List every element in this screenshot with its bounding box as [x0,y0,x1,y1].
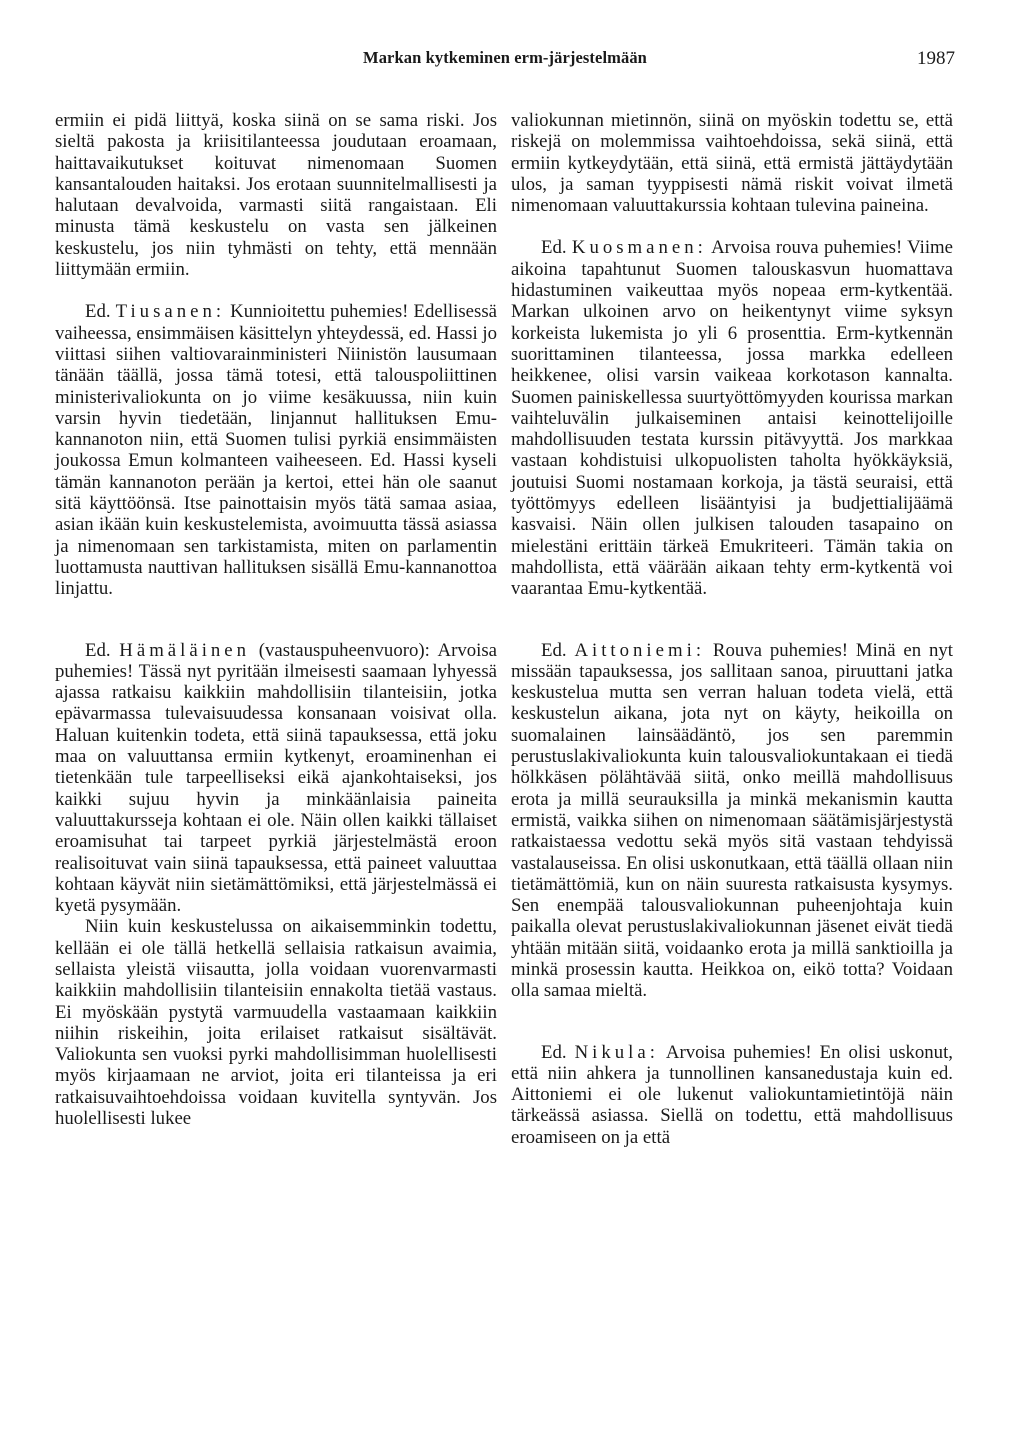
speaker-prefix: Ed. [541,237,567,259]
speech-hamalainen [55,640,497,917]
running-title: Markan kytkeminen erm-järjestelmään [363,48,647,67]
page-number: 1987 [917,48,955,69]
paragraph-continuation: valiokunnan mietinnön, siinä on myöskin todettu se, että riskejä on molemmissa vaihtoehdoissa, sekä siinä, että ermiin kytkeydytään, että siinä, että ermistä jättäydytään ulos, ja saman tyyppisesti nämä riskit voivat ilmetä nimenomaan valuuttakurssia kohtaan tulevina paineina. [511,110,953,217]
speech-text: Rouva puhemies! Minä en nyt missään tapauksessa, jos sallitaan sanoa, piruuttani jatka keskustelua mutta sen verran haluan todeta vielä, että keskustelun aikana, jota nyt on käyty, heikoilla on suomalainen lainsäädäntö, jos sen paremmin perustuslakivaliokunta kuin talousvaliokuntakaan ei tiedä hölkkäsen pölähtävää siitä, onko meillä mahdollisuus erota ja millä seurauksilla ja minkä mekanismin kautta ermistä, vaikka siihen on nimenomaan säätämisjärjestystä ratkaistaessa vedottu sekä myös sitä vastaan tehdyissä vastalauseissa. En olisi uskonutkaan, että täällä ollaan niin tietämättömiä, kun on näin suuresta ratkaisusta kysymys. Sen enempää talousvaliokunnan puheenjohtaja kuin paikalla olevat perustuslakivaliokunnan jäsenet eivät tiedä yhtään mitään siitä, voidaanko erota ja millä sanktioilla ja minkä prosessin kautta. Heikkoa on, eikö totta? Voidaan olla samaa mieltä. [511,639,954,1002]
speaker-prefix: Ed. [85,301,111,323]
speech-nikula [511,1042,953,1148]
speaker-prefix: Ed. [541,639,567,661]
speech-text: (vastauspuheenvuoro): Arvoisa puhemies! Tässä nyt pyritään ilmeisesti saamaan lyhyessä ajassa ratkaisu kaikkiin mahdollisiin tilanteisiin, jotka epävarmassa tulevaisuudessa konsanaan voisivat olla. Haluan kuitenkin todeta, että siinä tapauksessa, että joku maa on valuuttansa ermiin kytkenyt, eroaminenhan ei tietenkään tule tarpeelliseksi eikä ajankohtaiseksi, jos kaikki sujuu hyvin ja minkäänlaisia paineita valuuttakursseja kohtaan ei ole. Näin ollen kaikki tällaiset eroamisuhat tai tarpeet pyrkiä järjestelmästä eroon realisoituvat vain siinä tapauksessa, että paineet valuuttaa kohtaan käyvät niin sietämättömiksi, että järjestelmässä ei kyetä pysymään. [55,639,497,917]
paragraph: Niin kuin keskustelussa on aikaisemminkin todettu, kellään ei ole tällä hetkellä sellaisia ratkaisun avaimia, sellaista yleistä viisautta, jolla voidaan vuorenvarmasti kaikkiin mahdollisiin tilanteisiin ennakolta tietää vastaus. Ei myöskään pystytä varmuudella vastaamaan kaikkiin niihin riskeihin, joita erilaiset ratkaisut sisältävät. Valiokunta sen vuoksi pyrki mahdollisimman huolellisesti myös kirjaamaan ne arviot, joita eri tilanteissa ja eri ratkaisuvaihtoehdoissa voidaan kuvitella syntyvän. Jos huolellisesti lukee [55,916,497,1130]
speaker-name-aittoniemi: Aittoniemi: [574,639,706,661]
speech-text: Kunnioitettu puhemies! Edellisessä vaiheessa, ensimmäisen käsittelyn yhteydessä, ed. Hassi jo viittasi siihen valtiovarainministeri Niinistön lausumaan tänään täällä, jossa tämä totesi, että talouspoliittinen ministerivaliokunta on jo viime kesäkuussa, niin kuin varsin hyvin tiedetään, linjannut hallituksen Emu-kannanoton niin, että Suomen tulisi pyrkiä ensimmäisten joukossa Emun kolmanteen vaiheeseen. Ed. Hassi kyseli tämän kannanoton perään ja kertoi, ettei hän ole saanut sitä käyttöönsä. Itse painottaisin myös tätä samaa asiaa, asian ikään kuin keskustelemista, avoimuutta tässä asiassa ja nimenomaan sen tarkistamista, miten on parlamentin luottamusta nauttivan hallituksen sisällä Emu-kannanottoa linjattu. [55,301,497,600]
speaker-prefix: Ed. [85,639,111,661]
paragraph-continuation: ermiin ei pidä liittyä, koska siinä on se sama riski. Jos sieltä pakosta ja kriisitilanteessa joudutaan eroamaan, haittavaikutukset koituvat nimenomaan Suomen kansantalouden haitaksi. Jos erotaan suunnitelmallisesti ja halutaan devalvoida, varmasti siitä rangaistaan. Eli minusta tämä keskustelu on vasta sen jälkeinen keskustelu, jos niin tyhmästi on tehty, että mennään liittymään ermiin. [55,110,497,281]
speaker-name-tiusanen: Tiusanen: [115,301,226,323]
speaker-name-hamalainen: Hämäläinen [119,639,251,661]
speaker-prefix: Ed. [541,1041,567,1063]
speech-text: Arvoisa rouva puhemies! Viime aikoina tapahtunut Suomen talouskasvun huomattava hidastuminen vaikeuttaa myös nopeaa erm-kytkentää. Markan ulkoinen arvo on heikentynyt viime syksyn korkeista lukemista jo yli 6 prosenttia. Erm-kytkennän suorittaminen tilanteessa, jossa markka edelleen heikkenee, olisi varsin vaikeaa korkotason kannalta. Suomen painiskellessa suurtyöttömyyden kourissa markan vaihteluvälin julkaiseminen antaisi keinottelijoille mahdollisuuden testata kurssin pitävyyttä. Jos markkaa vastaan kohdistuisi ulkopuolisten taholta hyökkäyksiä, joutuisi Suomi nostamaan korkoja, ja tästä seuraisi, että työttömyys edelleen lisääntyisi ja budjettialijäämä kasvaisi. Näin ollen julkisen talouden tasapaino on mielestäni erittäin tärkeä Emukriteeri. Tämän takia on mahdollista, että väärään aikaan tehty erm-kytkentä voi vaarantaa Emu-kytkentää. [511,237,953,600]
speech-tiusanen [55,301,497,599]
speech-kuosmanen [511,237,953,599]
right-column [511,110,953,1148]
speech-text: Arvoisa puhemies! En olisi uskonut, että niin ahkera ja tunnollinen kansanedustaja kuin ed. Aittoniemi ei ole lukenut valiokuntamietintöjä näin tärkeässä asiassa. Siellä on todettu, että mahdollisuus eroamiseen on ja että [511,1041,953,1148]
left-column [55,110,497,1129]
page-header [55,48,955,74]
speaker-name-kuosmanen: Kuosmanen: [571,237,707,259]
speaker-name-nikula: Nikula: [574,1041,659,1063]
speech-aittoniemi [511,640,953,1002]
